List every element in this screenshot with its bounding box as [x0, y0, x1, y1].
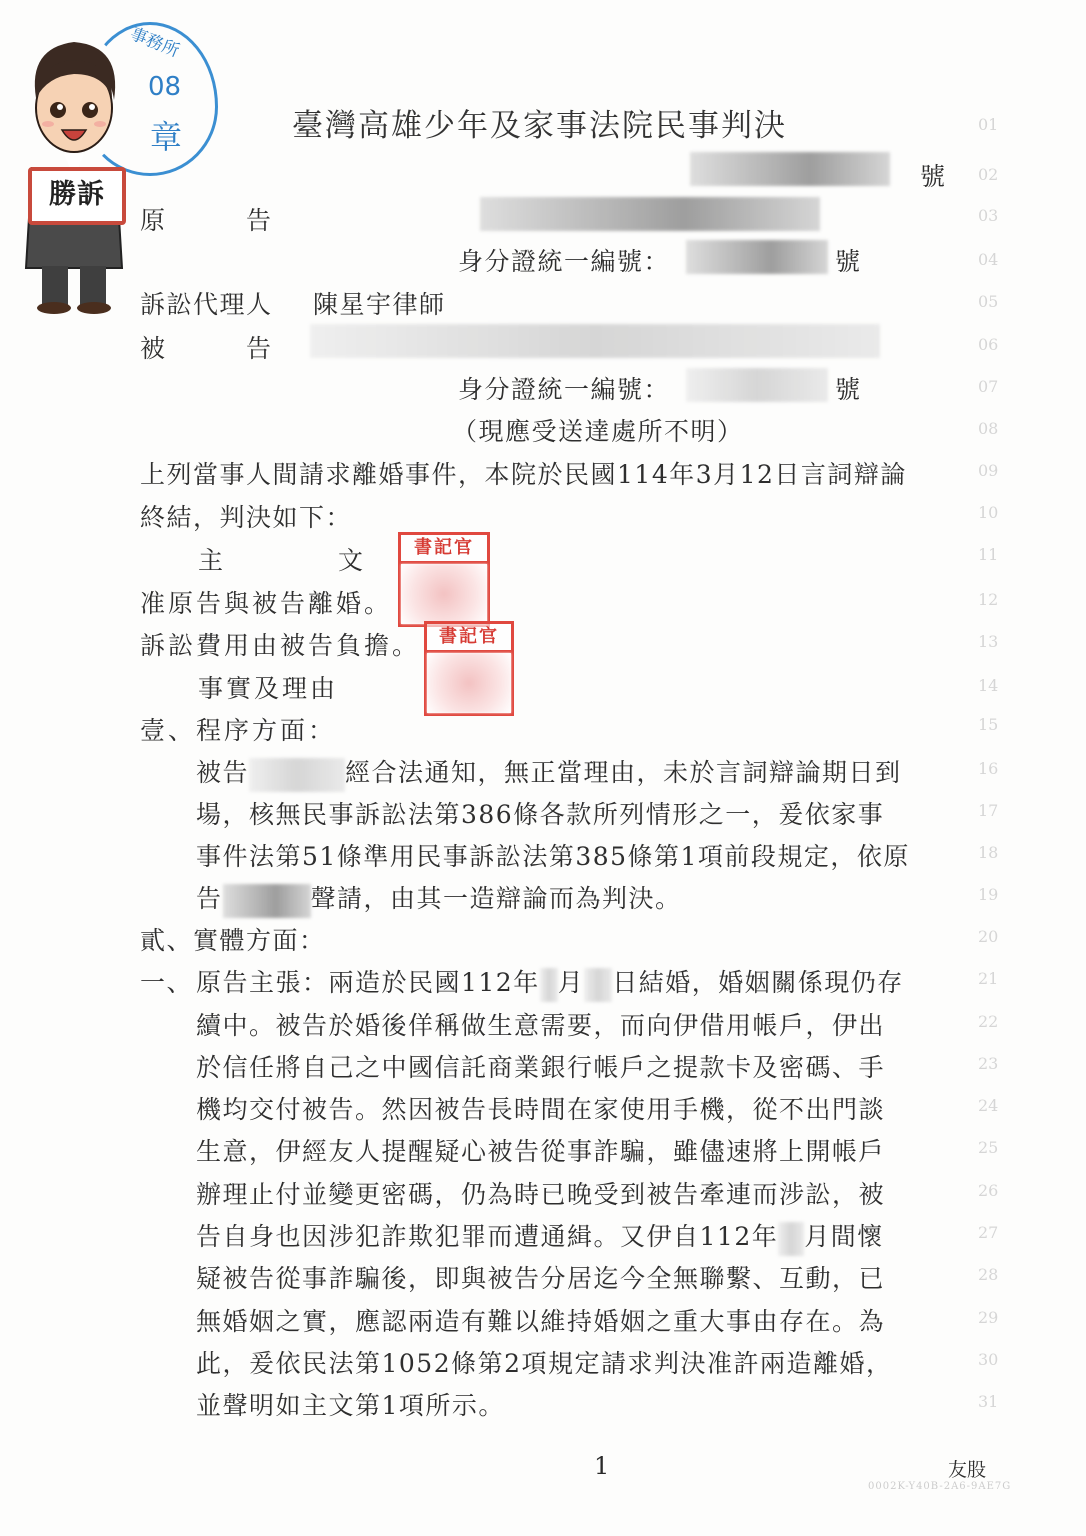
section2-line-5: 生意，伊經友人提醒疑心被告從事詐騙，雖儘速將上開帳戶	[196, 1137, 886, 1166]
line-number: 16	[978, 759, 999, 778]
line-number: 19	[978, 885, 999, 904]
line-number: 14	[978, 676, 999, 695]
section2-line-6: 辦理止付並變更密碼，仍為時已晚受到被告牽連而涉訟，被	[196, 1180, 886, 1209]
clerk-stamp-2: 書記官	[424, 621, 514, 716]
line-number: 12	[978, 590, 999, 609]
line-number: 29	[978, 1308, 999, 1327]
case-number-line	[690, 152, 890, 186]
line-number: 18	[978, 843, 999, 862]
line-number: 22	[978, 1012, 999, 1031]
redacted-plaintiff-name	[223, 884, 311, 918]
line-number: 06	[978, 335, 999, 354]
main-text-item-2: 訴訟費用由被告負擔。	[140, 631, 421, 660]
attorney-name: 陳星宇律師	[313, 290, 446, 319]
plaintiff-id-label: 身分證統一編號：	[458, 247, 671, 276]
redacted-month-2	[778, 1222, 804, 1256]
section2-line-2: 續中。被告於婚後佯稱做生意需要，而向伊借用帳戶，伊出	[196, 1011, 886, 1040]
document-code: 0002K-Y40B-2A6-9AE7G	[868, 1481, 1012, 1492]
section2-line-9: 無婚姻之實，應認兩造有難以維持婚姻之重大事由存在。為	[196, 1307, 886, 1336]
section1-line-4: 告 聲請，由其一造辯論而為判決。	[196, 879, 682, 918]
section2-line-10: 此，爰依民法第1052條第2項規定請求判決准許兩造離婚，	[196, 1349, 893, 1378]
clerk-stamp-1: 書記官	[398, 532, 490, 627]
line-number: 20	[978, 927, 999, 946]
line-number: 24	[978, 1096, 999, 1115]
plaintiff-label: 原 告	[140, 206, 273, 235]
plaintiff-name-redacted	[480, 197, 820, 231]
line-number: 26	[978, 1181, 999, 1200]
main-text-heading: 主 文	[198, 546, 374, 575]
line-number: 04	[978, 250, 999, 269]
line-number: 23	[978, 1054, 999, 1073]
line-number: 31	[978, 1392, 999, 1411]
line-number: 28	[978, 1265, 999, 1284]
line-number: 11	[978, 545, 999, 564]
intro-line-2: 終結，判決如下：	[140, 503, 353, 532]
page-number: 1	[594, 1452, 610, 1480]
section2-line-4: 機均交付被告。然因被告長時間在家使用手機，從不出門談	[196, 1095, 886, 1124]
defendant-id-label: 身分證統一編號：	[458, 375, 671, 404]
line-number: 17	[978, 801, 999, 820]
line-number: 05	[978, 292, 999, 311]
redacted-defendant-name	[249, 758, 345, 792]
facts-heading: 事實及理由	[198, 674, 339, 703]
clerk-unit: 友股	[948, 1459, 987, 1481]
section2-line-8: 疑被告從事詐騙後，即與被告分居迄今全無聯繫、互動，已	[196, 1264, 886, 1293]
line-number: 25	[978, 1138, 999, 1157]
intro-line-1: 上列當事人間請求離婚事件，本院於民國114年3月12日言詞辯論	[140, 460, 907, 489]
line-number: 21	[978, 969, 999, 988]
redacted-case-number	[690, 152, 890, 186]
section1-heading: 壹、程序方面：	[140, 716, 337, 745]
defendant-address-note: （現應受送達處所不明）	[452, 417, 744, 446]
line-number: 10	[978, 503, 999, 522]
section2-heading: 貳、實體方面：	[140, 926, 326, 955]
section2-line-7: 告自身也因涉犯詐欺犯罪而遭通緝。又伊自112年 月間懷	[196, 1217, 884, 1256]
line-number: 13	[978, 632, 999, 651]
line-number: 15	[978, 715, 999, 734]
win-badge: 勝訴	[28, 167, 126, 225]
document-title: 臺灣高雄少年及家事法院民事判決	[292, 108, 787, 144]
section1-line-2: 場，核無民事訴訟法第386條各款所列情形之一，爰依家事	[196, 800, 885, 829]
line-number: 01	[978, 115, 999, 134]
attorney-label: 訴訟代理人	[140, 290, 273, 319]
section2-line-3: 於信任將自己之中國信託商業銀行帳戶之提款卡及密碼、手	[196, 1053, 886, 1082]
plaintiff-id-suffix: 號	[835, 247, 862, 276]
receipt-stamp-bottom: 章	[150, 118, 183, 156]
redacted-day	[584, 968, 612, 1002]
section2-item1-line-1: 原告主張：兩造於民國112年 月 日結婚，婚姻關係現仍存	[196, 963, 904, 1002]
section2-line-11: 並聲明如主文第1項所示。	[196, 1391, 505, 1420]
line-number: 08	[978, 419, 999, 438]
defendant-id-redacted	[686, 368, 828, 402]
redacted-month	[540, 968, 558, 1002]
defendant-label: 被 告	[140, 334, 273, 363]
line-number: 09	[978, 461, 999, 480]
defendant-id-suffix: 號	[835, 375, 862, 404]
section1-line-1: 被告 經合法通知，無正當理由，未於言詞辯論期日到	[196, 753, 902, 792]
line-number: 03	[978, 206, 999, 225]
case-number-suffix: 號	[920, 162, 947, 191]
main-text-item-1: 准原告與被告離婚。	[140, 589, 393, 618]
receipt-stamp-date: 08	[148, 72, 182, 102]
line-number: 27	[978, 1223, 999, 1242]
defendant-name-redacted	[310, 324, 880, 358]
receipt-stamp-top: 事務所	[127, 23, 182, 62]
line-number: 02	[978, 165, 999, 184]
line-number: 07	[978, 377, 999, 396]
section1-line-3: 事件法第51條準用民事訴訟法第385條第1項前段規定，依原	[196, 842, 910, 871]
line-number: 30	[978, 1350, 999, 1369]
plaintiff-id-redacted	[686, 240, 828, 274]
section2-item1-prefix: 一、	[140, 968, 194, 997]
